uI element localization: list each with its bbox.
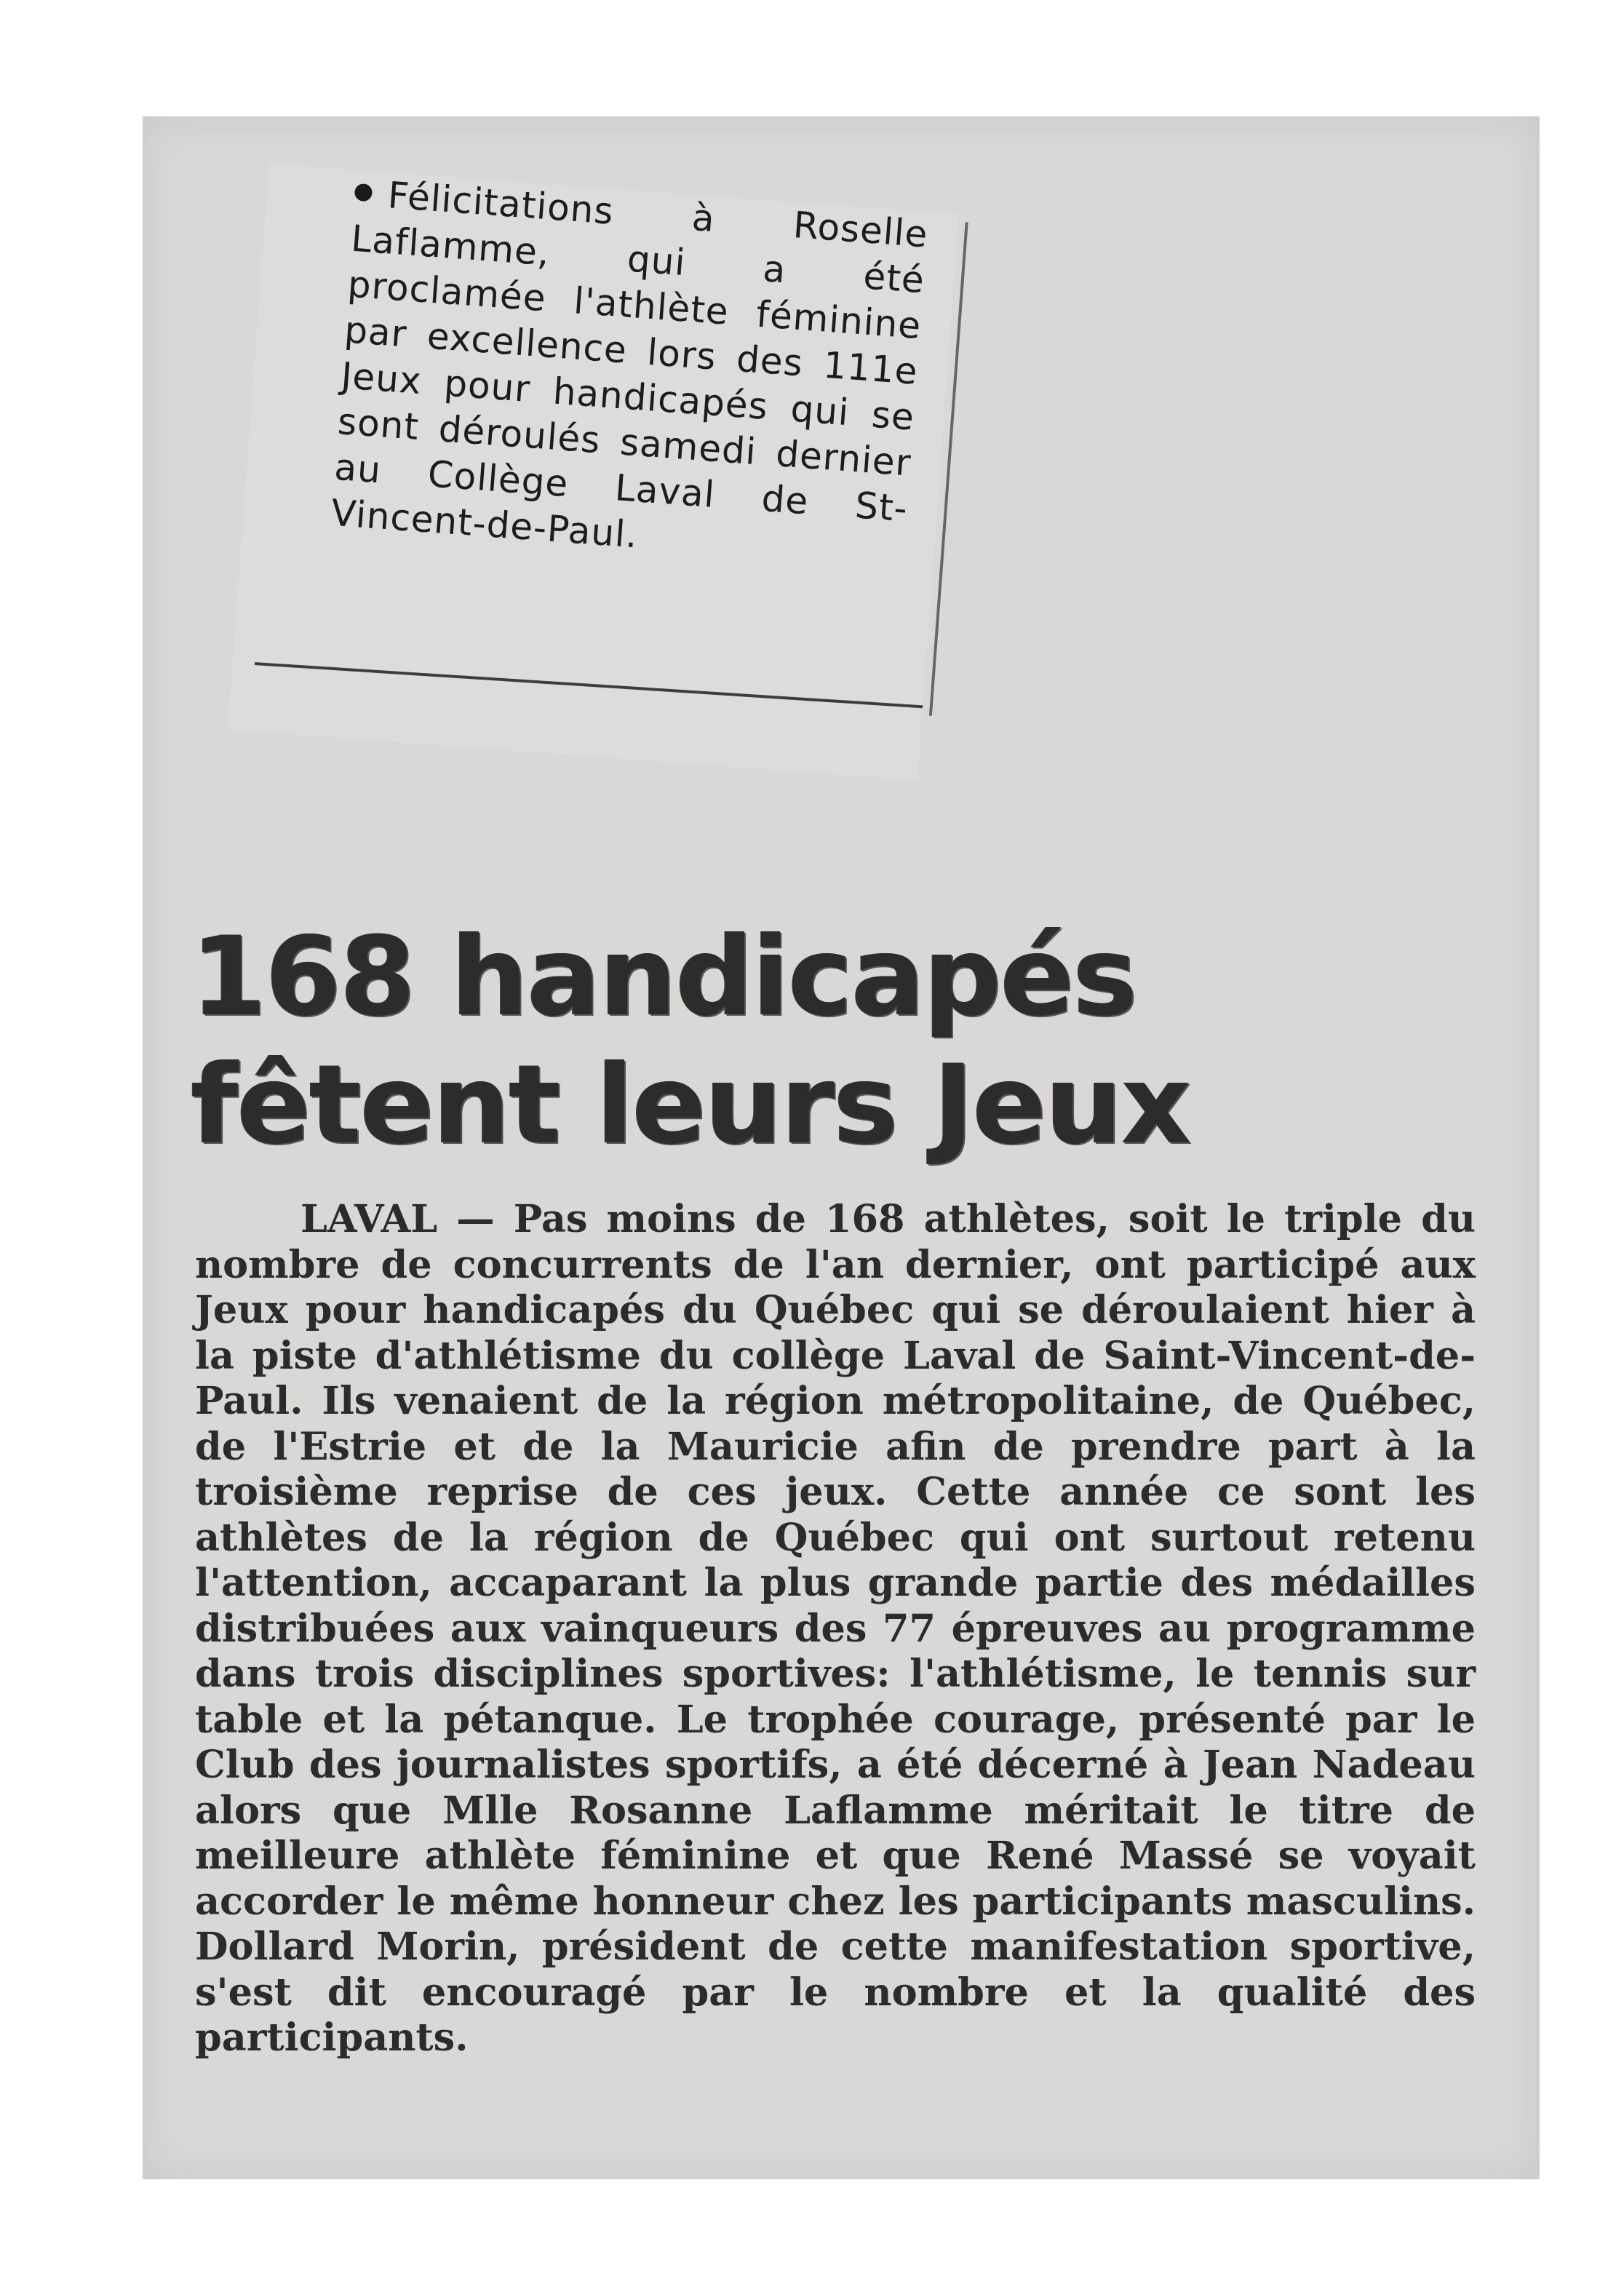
headline-line-2: fêtent leurs Jeux [191, 1042, 1190, 1169]
clipping-body: Félicitations à Roselle Laflamme, qui a été proclamée l'athlète féminine par excellence lors des 111e Jeux pour handicapés qui se sont déroulés samedi dernier au Collège Laval de St-Vincent-de-Paul. [329, 174, 930, 557]
article-headline [191, 913, 1355, 1169]
clipping-note [228, 164, 959, 780]
article-paragraph: LAVAL — Pas moins de 168 athlètes, soit le triple du nombre de concurrents de l'an dernier, ont participé aux Jeux pour handicapés du Québec qui se déroulaient hier à la piste d'athlétisme du collège Laval de Saint-Vincent-de-Paul. Ils venaient de la région métropolitaine, de Québec, de l'Estrie et de la Mauricie afin de prendre part à la troisième reprise de ces jeux. Cette année ce sont les athlètes de la région de Québec qui ont surtout retenu l'attention, accaparant la plus grande partie des médailles distribuées aux vainqueurs des 77 épreuves au programme dans trois disciplines sportives: l'athlétisme, le tennis sur table et la pétanque. Le trophée courage, présenté par le Club des journalistes sportifs, a été décerné à Jean Nadeau alors que Mlle Rosanne Laflamme méritait le titre de meilleure athlète féminine et que René Massé se voyait accorder le même honneur chez les participants masculins. Dollard Morin, président de cette manifestation sportive, s'est dit encouragé par le nombre et la qualité des participants. [195, 1197, 1476, 2060]
bullet-icon [354, 183, 373, 202]
article-body [195, 1197, 1476, 2061]
headline-line-1: 168 handicapés [191, 914, 1137, 1040]
clipping-text [330, 170, 930, 578]
